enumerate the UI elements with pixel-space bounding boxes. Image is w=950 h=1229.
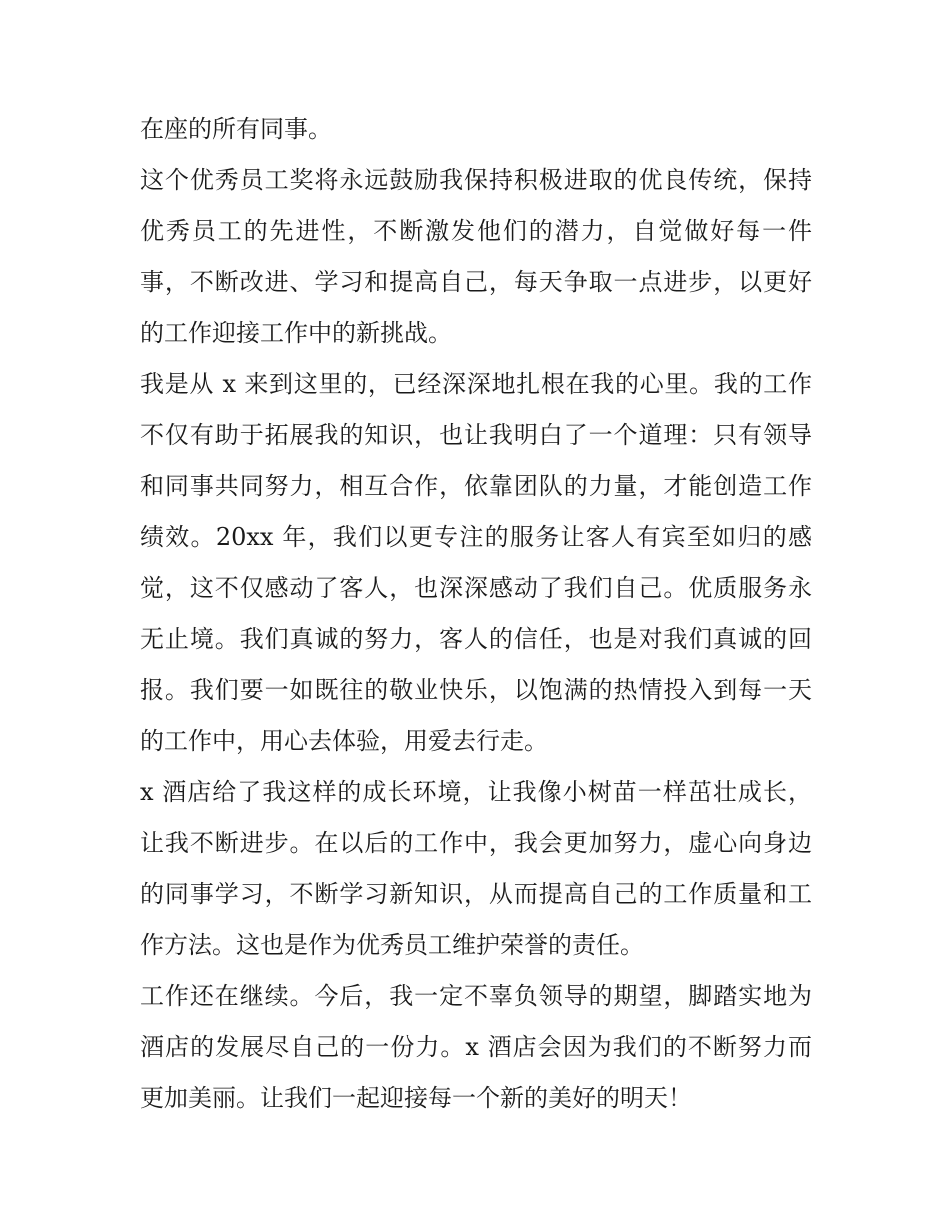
text-line: 无止境。我们真诚的努力，客人的信任，也是对我们真诚的回 (140, 625, 812, 653)
text-line: 工作还在继续。今后，我一定不辜负领导的期望，脚踏实地为 (140, 982, 812, 1010)
text-line: 报。我们要一如既往的敬业快乐，以饱满的热情投入到每一天 (140, 676, 812, 704)
text-line: 我是从 x 来到这里的，已经深深地扎根在我的心里。我的工作 (140, 370, 812, 398)
text-line: 优秀员工的先进性，不断激发他们的潜力，自觉做好每一件 (140, 217, 812, 245)
paragraph-3 (140, 359, 812, 767)
document-body (140, 104, 812, 1124)
text-line: 事，不断改进、学习和提高自己，每天争取一点进步，以更好 (140, 268, 812, 296)
paragraph-5 (140, 971, 812, 1124)
text-line: 和同事共同努力，相互合作，依靠团队的力量，才能创造工作 (140, 472, 812, 500)
text-line: x 酒店给了我这样的成长环境，让我像小树苗一样茁壮成长， (140, 778, 812, 806)
text-line: 的工作迎接工作中的新挑战。 (140, 319, 452, 347)
text-line: 绩效。20xx 年，我们以更专注的服务让客人有宾至如归的感 (140, 523, 812, 551)
text-line: 作方法。这也是作为优秀员工维护荣誉的责任。 (140, 931, 644, 959)
text-line: 在座的所有同事。 (140, 115, 332, 143)
paragraph-2 (140, 155, 812, 359)
text-line: 酒店的发展尽自己的一份力。x 酒店会因为我们的不断努力而 (140, 1033, 812, 1061)
text-line: 更加美丽。让我们一起迎接每一个新的美好的明天！ (140, 1084, 692, 1112)
text-line: 的工作中，用心去体验，用爱去行走。 (140, 727, 548, 755)
paragraph-1 (140, 104, 812, 155)
text-line: 不仅有助于拓展我的知识，也让我明白了一个道理：只有领导 (140, 421, 812, 449)
text-line: 这个优秀员工奖将永远鼓励我保持积极进取的优良传统，保持 (140, 166, 812, 194)
text-line: 觉，这不仅感动了客人，也深深感动了我们自己。优质服务永 (140, 574, 812, 602)
text-line: 让我不断进步。在以后的工作中，我会更加努力，虚心向身边 (140, 829, 812, 857)
paragraph-4 (140, 767, 812, 971)
text-line: 的同事学习，不断学习新知识，从而提高自己的工作质量和工 (140, 880, 812, 908)
